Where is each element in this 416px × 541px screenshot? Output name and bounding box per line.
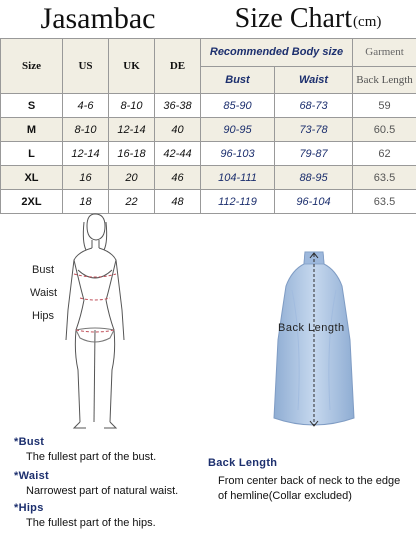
back-length-cell: 60.5	[353, 118, 416, 142]
size-cell: XL	[1, 166, 63, 190]
waist-cell: 68-73	[275, 94, 353, 118]
header-de: DE	[155, 39, 201, 94]
bust-cell: 96-103	[201, 142, 275, 166]
waist-cell: 88-95	[275, 166, 353, 190]
title-text: Size Chart	[234, 3, 353, 34]
table-row	[1, 190, 416, 214]
size-cell: S	[1, 94, 63, 118]
uk-cell: 8-10	[109, 94, 155, 118]
header-bust: Bust	[201, 66, 275, 94]
header-garment: Garment	[353, 39, 416, 67]
uk-cell: 12-14	[109, 118, 155, 142]
back-length-cell: 62	[353, 142, 416, 166]
size-cell: L	[1, 142, 63, 166]
bust-cell: 104-111	[201, 166, 275, 190]
table-row	[1, 118, 416, 142]
back-length-cell: 63.5	[353, 190, 416, 214]
header	[0, 0, 416, 38]
us-cell: 18	[63, 190, 109, 214]
note-bust-desc: The fullest part of the bust.	[26, 451, 157, 463]
figure-label-bust: Bust	[32, 264, 55, 276]
title-unit: (cm)	[353, 13, 382, 30]
garment-back-length-label: Back Length	[278, 322, 345, 334]
size-cell: 2XL	[1, 190, 63, 214]
waist-cell: 96-104	[275, 190, 353, 214]
table-row	[1, 166, 416, 190]
us-cell: 16	[63, 166, 109, 190]
de-cell: 36-38	[155, 94, 201, 118]
uk-cell: 22	[109, 190, 155, 214]
header-back-length: Back Length	[353, 66, 416, 94]
note-bust-title: *Bust	[14, 436, 45, 448]
back-length-cell: 63.5	[353, 166, 416, 190]
us-cell: 4-6	[63, 94, 109, 118]
table-row	[1, 94, 416, 118]
note-back-length-title: Back Length	[208, 457, 278, 469]
note-hips-desc: The fullest part of the hips.	[26, 517, 156, 529]
note-back-length-desc-2: of hemline(Collar excluded)	[218, 490, 352, 502]
header-uk: UK	[109, 39, 155, 94]
uk-cell: 16-18	[109, 142, 155, 166]
de-cell: 40	[155, 118, 201, 142]
us-cell: 8-10	[63, 118, 109, 142]
back-length-cell: 59	[353, 94, 416, 118]
figure-label-hips: Hips	[32, 310, 55, 322]
uk-cell: 20	[109, 166, 155, 190]
page-title	[200, 0, 416, 38]
body-figure-icon	[60, 212, 130, 436]
de-cell: 46	[155, 166, 201, 190]
note-waist-title: *Waist	[14, 470, 50, 482]
header-waist: Waist	[275, 66, 353, 94]
size-cell: M	[1, 118, 63, 142]
note-waist-desc: Narrowest part of natural waist.	[26, 485, 179, 497]
waist-cell: 73-78	[275, 118, 353, 142]
note-hips-title: *Hips	[14, 502, 44, 514]
de-cell: 48	[155, 190, 201, 214]
note-back-length-desc-1: From center back of neck to the edge	[218, 475, 401, 487]
header-us: US	[63, 39, 109, 94]
bust-cell: 90-95	[201, 118, 275, 142]
bust-cell: 112-119	[201, 190, 275, 214]
header-size: Size	[1, 39, 63, 94]
de-cell: 42-44	[155, 142, 201, 166]
us-cell: 12-14	[63, 142, 109, 166]
bust-cell: 85-90	[201, 94, 275, 118]
brand-logo: Jasambac	[40, 2, 156, 35]
figure-label-waist: Waist	[30, 287, 58, 299]
table-row	[1, 142, 416, 166]
waist-cell: 79-87	[275, 142, 353, 166]
header-recommended: Recommended Body size	[201, 39, 353, 67]
size-table	[0, 38, 416, 214]
halter-top-icon	[272, 250, 356, 436]
